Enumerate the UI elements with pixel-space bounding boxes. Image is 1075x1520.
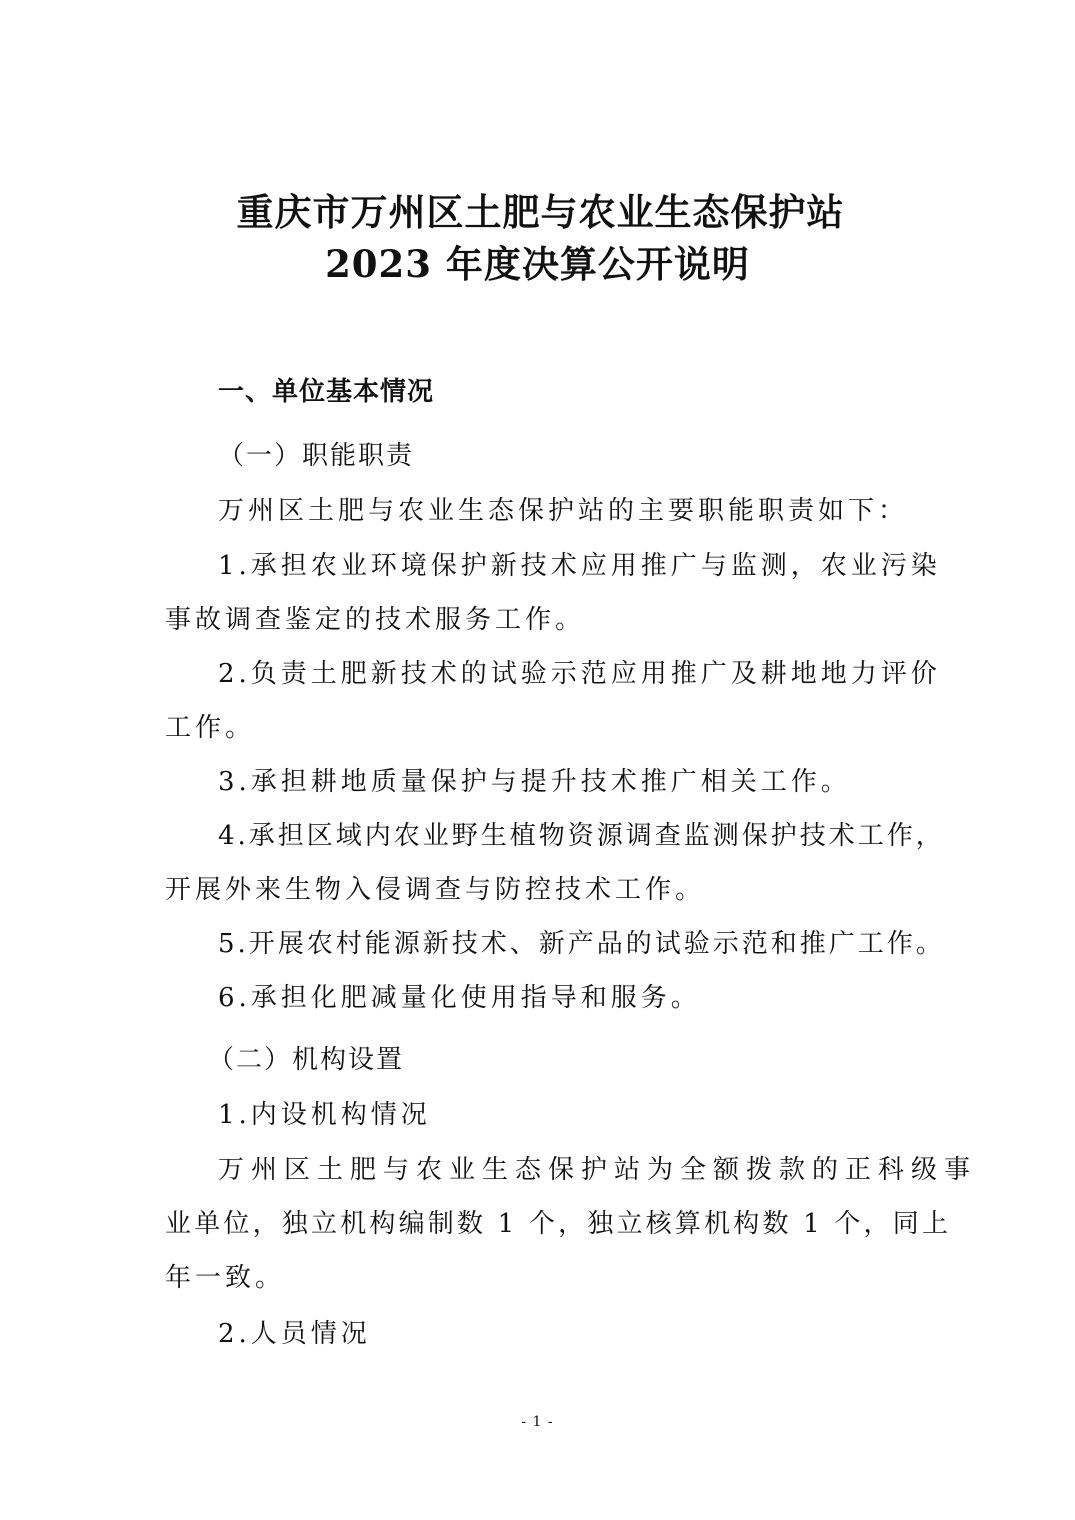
duty-4-line-2: 开展外来生物入侵调查与防控技术工作。 (165, 875, 706, 905)
duties-intro-paragraph: 万州区土肥与农业生态保护站的主要职能职责如下： (218, 496, 909, 526)
document-title-line-1: 重庆市万州区土肥与农业生态保护站 (236, 190, 845, 234)
duty-1-line-1: 1.承担农业环境保护新技术应用推广与监测，农业污染 (218, 551, 941, 581)
duty-2-line-1: 2.负责土肥新技术的试验示范应用推广及耕地地力评价 (218, 659, 941, 689)
page-number: - 1 - (521, 1414, 554, 1430)
org-1-line-2: 业单位，独立机构编制数 1 个，独立核算机构数 1 个，同上 (165, 1209, 952, 1239)
duty-1-line-2: 事故调查鉴定的技术服务工作。 (165, 605, 586, 635)
subsection-heading-duties: （一）职能职责 (218, 441, 415, 471)
org-1-line-3: 年一致。 (165, 1263, 286, 1293)
duty-2-line-2: 工作。 (165, 713, 256, 743)
duty-6: 6.承担化肥减量化使用指导和服务。 (218, 983, 701, 1013)
document-title-line-2: 2023 年度决算公开说明 (325, 242, 750, 286)
subsection-heading-organization: （二）机构设置 (208, 1045, 405, 1075)
duty-3: 3.承担耕地质量保护与提升技术推广相关工作。 (218, 767, 851, 797)
section-heading-basic-info: 一、单位基本情况 (218, 377, 435, 407)
duty-4-line-1: 4.承担区域内农业野生植物资源调查监测保护技术工作， (218, 821, 945, 851)
duty-5: 5.开展农村能源新技术、新产品的试验示范和推广工作。 (218, 929, 945, 959)
org-2-heading: 2.人员情况 (218, 1319, 371, 1349)
org-1-heading: 1.内设机构情况 (218, 1100, 431, 1130)
org-1-line-1: 万州区土肥与农业生态保护站为全额拨款的正科级事 (218, 1155, 978, 1185)
